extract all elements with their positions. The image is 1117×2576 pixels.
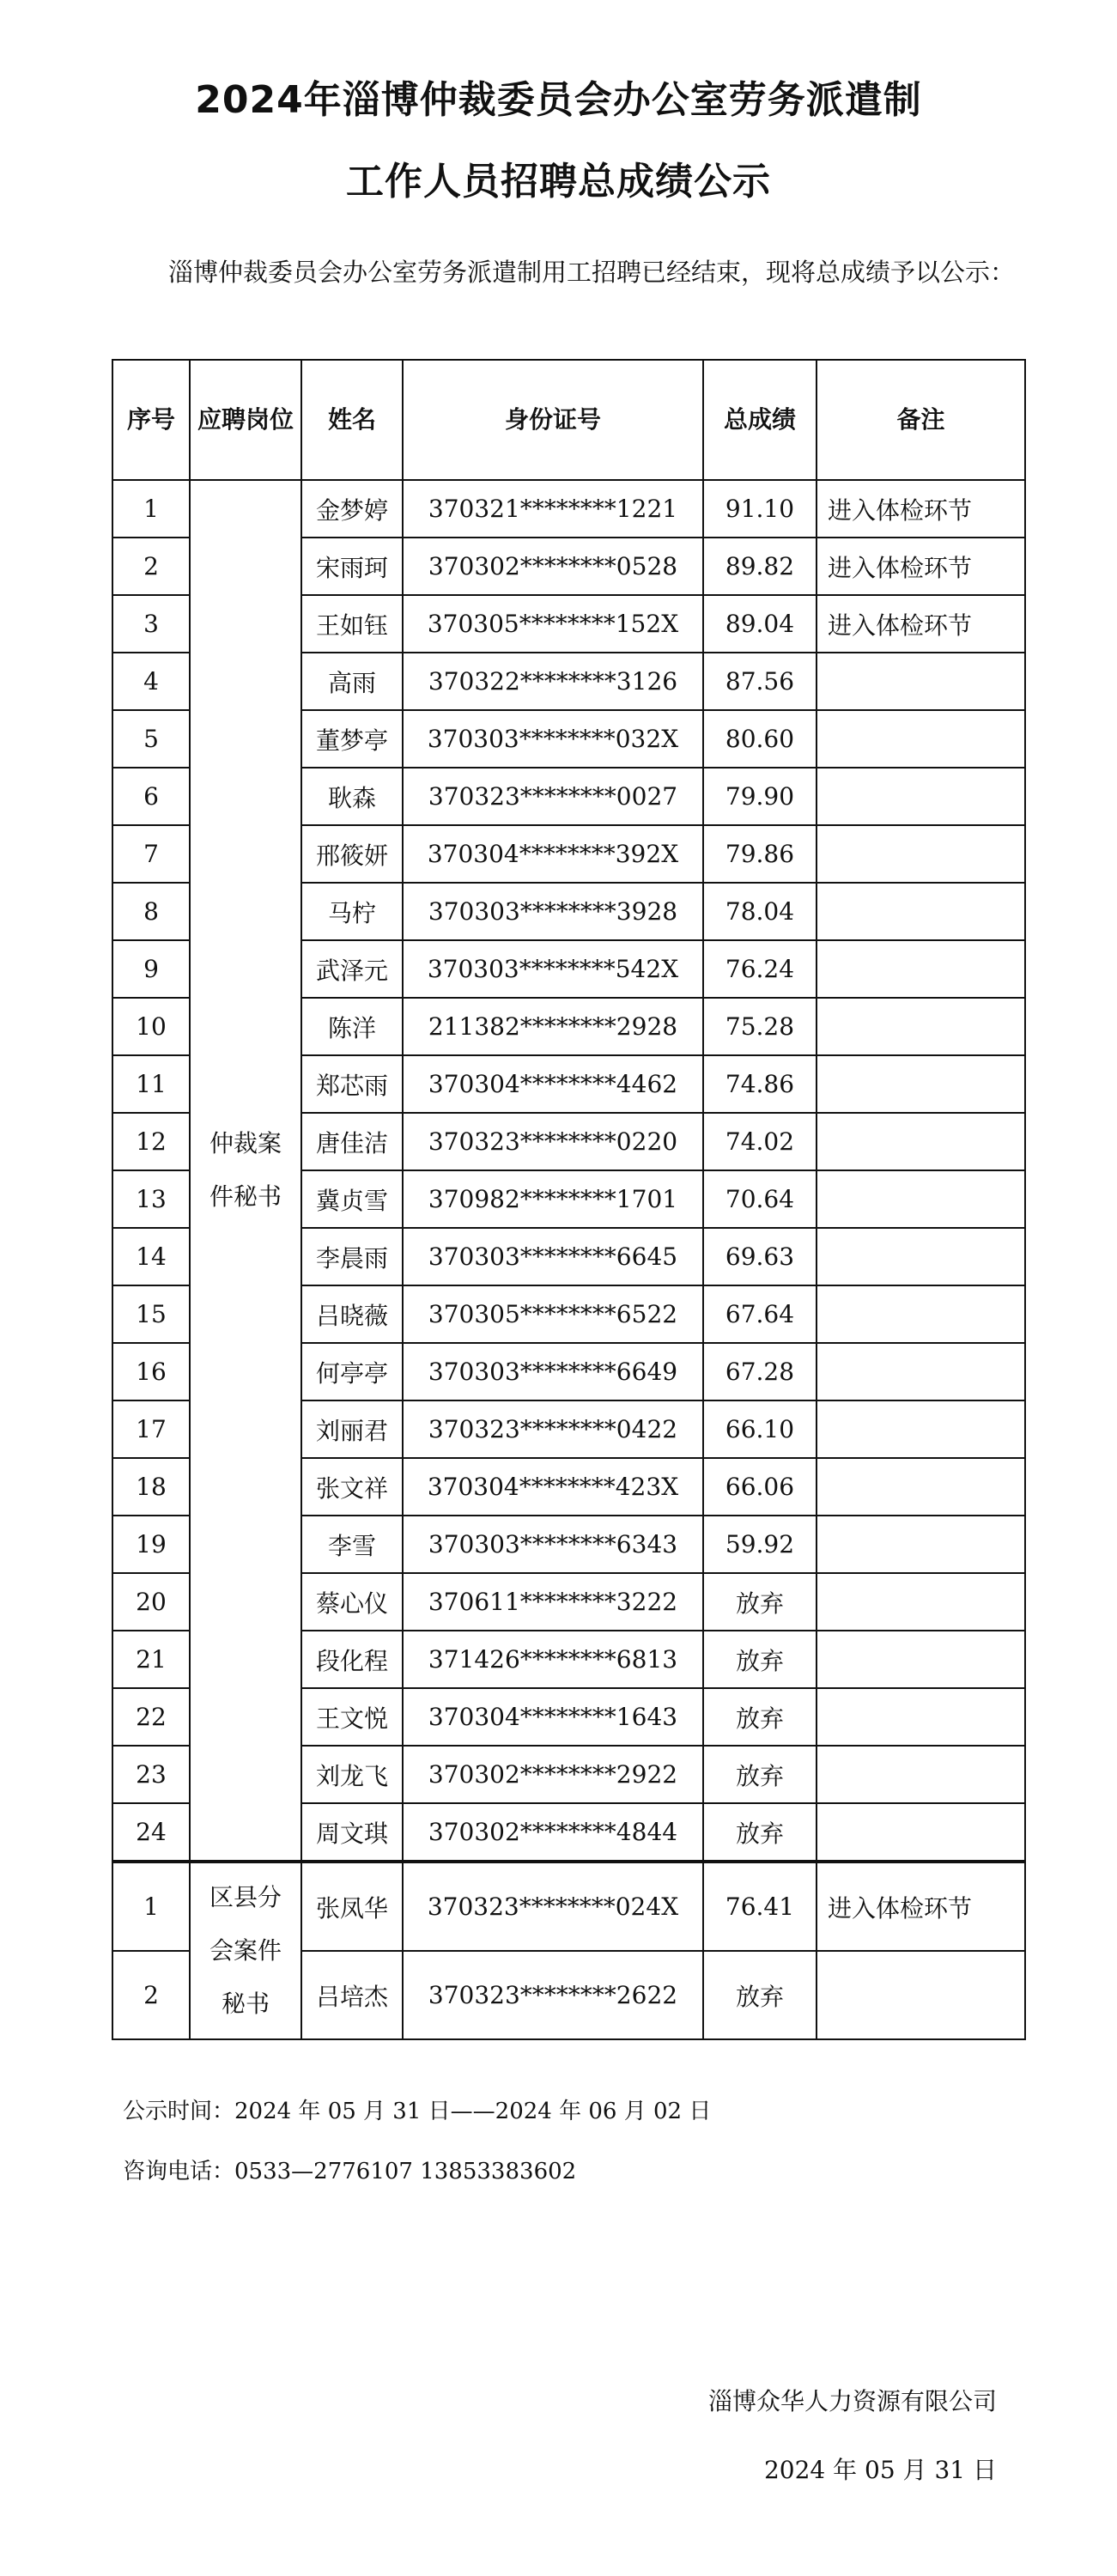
row-number: 15 <box>112 1285 190 1343</box>
applicant-name: 吕晓薇 <box>301 1285 403 1343</box>
applicant-name: 张凤华 <box>301 1862 403 1951</box>
row-number: 8 <box>112 883 190 940</box>
id-number: 370323********024X <box>403 1862 703 1951</box>
total-score: 75.28 <box>703 998 817 1055</box>
row-number: 16 <box>112 1343 190 1400</box>
total-score: 87.56 <box>703 653 817 710</box>
row-number: 14 <box>112 1228 190 1285</box>
id-number: 370304********423X <box>403 1458 703 1516</box>
title-line-2: 工作人员招聘总成绩公示 <box>346 160 771 204</box>
remark <box>817 768 1025 825</box>
remark <box>817 1951 1025 2039</box>
intro-paragraph: 淄博仲裁委员会办公室劳务派遣制用工招聘已经结束，现将总成绩予以公示： <box>168 258 1016 287</box>
applicant-name: 周文琪 <box>301 1803 403 1862</box>
issuer-organization: 淄博众华人力资源有限公司 <box>707 2387 997 2415</box>
id-number: 211382********2928 <box>403 998 703 1055</box>
total-score: 59.92 <box>703 1516 817 1573</box>
applicant-name: 郑芯雨 <box>301 1055 403 1113</box>
row-number: 1 <box>112 480 190 538</box>
applicant-name: 金梦婷 <box>301 480 403 538</box>
id-number: 370303********6343 <box>403 1516 703 1573</box>
row-number: 2 <box>112 1951 190 2039</box>
id-number: 370323********2622 <box>403 1951 703 2039</box>
applicant-name: 何亭亭 <box>301 1343 403 1400</box>
results-table <box>112 359 1026 2040</box>
applicant-name: 王文悦 <box>301 1688 403 1746</box>
row-number: 11 <box>112 1055 190 1113</box>
consult-phone: 咨询电话：0533—2776107 13853383602 <box>123 2159 577 2184</box>
total-score: 74.86 <box>703 1055 817 1113</box>
remark <box>817 1688 1025 1746</box>
row-number: 1 <box>112 1862 190 1951</box>
id-number: 370302********0528 <box>403 538 703 595</box>
row-number: 4 <box>112 653 190 710</box>
row-number: 7 <box>112 825 190 883</box>
applicant-name: 陈洋 <box>301 998 403 1055</box>
table-row <box>112 480 1025 538</box>
remark <box>817 1113 1025 1170</box>
total-score: 放弃 <box>703 1803 817 1862</box>
total-score: 放弃 <box>703 1746 817 1803</box>
total-score: 76.24 <box>703 940 817 998</box>
header-name: 姓名 <box>301 360 403 480</box>
id-number: 370303********542X <box>403 940 703 998</box>
applicant-name: 段化程 <box>301 1631 403 1688</box>
row-number: 10 <box>112 998 190 1055</box>
total-score: 放弃 <box>703 1688 817 1746</box>
applicant-name: 耿森 <box>301 768 403 825</box>
title-line-1: 2024年淄博仲裁委员会办公室劳务派遣制 <box>195 78 922 122</box>
row-number: 23 <box>112 1746 190 1803</box>
header-position: 应聘岗位 <box>190 360 301 480</box>
total-score: 79.86 <box>703 825 817 883</box>
remark <box>817 1343 1025 1400</box>
total-score: 67.28 <box>703 1343 817 1400</box>
row-number: 22 <box>112 1688 190 1746</box>
applicant-name: 马柠 <box>301 883 403 940</box>
applicant-name: 董梦亭 <box>301 710 403 768</box>
id-number: 370303********032X <box>403 710 703 768</box>
id-number: 370302********2922 <box>403 1746 703 1803</box>
table-row <box>112 1862 1025 1951</box>
applicant-name: 刘丽君 <box>301 1400 403 1458</box>
total-score: 70.64 <box>703 1170 817 1228</box>
header-score: 总成绩 <box>703 360 817 480</box>
remark <box>817 1055 1025 1113</box>
remark <box>817 1631 1025 1688</box>
table-header-row <box>112 360 1025 480</box>
remark <box>817 1516 1025 1573</box>
applicant-name: 宋雨珂 <box>301 538 403 595</box>
remark <box>817 710 1025 768</box>
remark <box>817 1458 1025 1516</box>
remark <box>817 1400 1025 1458</box>
position-cell: 仲裁案件秘书 <box>190 480 301 1862</box>
total-score: 76.41 <box>703 1862 817 1951</box>
row-number: 20 <box>112 1573 190 1631</box>
total-score: 79.90 <box>703 768 817 825</box>
issue-date: 2024 年 05 月 31 日 <box>763 2456 997 2484</box>
remark <box>817 1170 1025 1228</box>
applicant-name: 唐佳洁 <box>301 1113 403 1170</box>
id-number: 370305********6522 <box>403 1285 703 1343</box>
total-score: 89.04 <box>703 595 817 653</box>
applicant-name: 武泽元 <box>301 940 403 998</box>
total-score: 66.06 <box>703 1458 817 1516</box>
total-score: 67.64 <box>703 1285 817 1343</box>
applicant-name: 吕培杰 <box>301 1951 403 2039</box>
id-number: 370305********152X <box>403 595 703 653</box>
total-score: 91.10 <box>703 480 817 538</box>
remark <box>817 1228 1025 1285</box>
remark: 进入体检环节 <box>817 1862 1025 1951</box>
applicant-name: 蔡心仪 <box>301 1573 403 1631</box>
applicant-name: 刘龙飞 <box>301 1746 403 1803</box>
remark <box>817 825 1025 883</box>
row-number: 9 <box>112 940 190 998</box>
total-score: 放弃 <box>703 1631 817 1688</box>
position-cell: 区县分会案件秘书 <box>190 1862 301 2039</box>
id-number: 370303********6649 <box>403 1343 703 1400</box>
id-number: 370302********4844 <box>403 1803 703 1862</box>
publicity-period: 公示时间：2024 年 05 月 31 日——2024 年 06 月 02 日 <box>123 2099 712 2124</box>
remark <box>817 653 1025 710</box>
row-number: 13 <box>112 1170 190 1228</box>
row-number: 24 <box>112 1803 190 1862</box>
applicant-name: 李晨雨 <box>301 1228 403 1285</box>
applicant-name: 邢筱妍 <box>301 825 403 883</box>
id-number: 370323********0220 <box>403 1113 703 1170</box>
applicant-name: 高雨 <box>301 653 403 710</box>
row-number: 6 <box>112 768 190 825</box>
total-score: 放弃 <box>703 1951 817 2039</box>
id-number: 370304********392X <box>403 825 703 883</box>
total-score: 放弃 <box>703 1573 817 1631</box>
total-score: 74.02 <box>703 1113 817 1170</box>
id-number: 370303********3928 <box>403 883 703 940</box>
row-number: 5 <box>112 710 190 768</box>
header-id: 身份证号 <box>403 360 703 480</box>
remark: 进入体检环节 <box>817 538 1025 595</box>
row-number: 21 <box>112 1631 190 1688</box>
id-number: 370321********1221 <box>403 480 703 538</box>
id-number: 370304********1643 <box>403 1688 703 1746</box>
remark <box>817 1803 1025 1862</box>
applicant-name: 张文祥 <box>301 1458 403 1516</box>
applicant-name: 王如钰 <box>301 595 403 653</box>
remark: 进入体检环节 <box>817 595 1025 653</box>
total-score: 78.04 <box>703 883 817 940</box>
remark <box>817 1746 1025 1803</box>
row-number: 17 <box>112 1400 190 1458</box>
row-number: 2 <box>112 538 190 595</box>
id-number: 370323********0027 <box>403 768 703 825</box>
row-number: 18 <box>112 1458 190 1516</box>
remark <box>817 1573 1025 1631</box>
total-score: 80.60 <box>703 710 817 768</box>
row-number: 12 <box>112 1113 190 1170</box>
id-number: 370304********4462 <box>403 1055 703 1113</box>
total-score: 66.10 <box>703 1400 817 1458</box>
remark: 进入体检环节 <box>817 480 1025 538</box>
applicant-name: 李雪 <box>301 1516 403 1573</box>
id-number: 371426********6813 <box>403 1631 703 1688</box>
remark <box>817 940 1025 998</box>
id-number: 370611********3222 <box>403 1573 703 1631</box>
remark <box>817 883 1025 940</box>
row-number: 3 <box>112 595 190 653</box>
header-remark: 备注 <box>817 360 1025 480</box>
remark <box>817 998 1025 1055</box>
applicant-name: 冀贞雪 <box>301 1170 403 1228</box>
total-score: 69.63 <box>703 1228 817 1285</box>
id-number: 370323********0422 <box>403 1400 703 1458</box>
id-number: 370322********3126 <box>403 653 703 710</box>
id-number: 370982********1701 <box>403 1170 703 1228</box>
row-number: 19 <box>112 1516 190 1573</box>
header-no: 序号 <box>112 360 190 480</box>
total-score: 89.82 <box>703 538 817 595</box>
remark <box>817 1285 1025 1343</box>
id-number: 370303********6645 <box>403 1228 703 1285</box>
